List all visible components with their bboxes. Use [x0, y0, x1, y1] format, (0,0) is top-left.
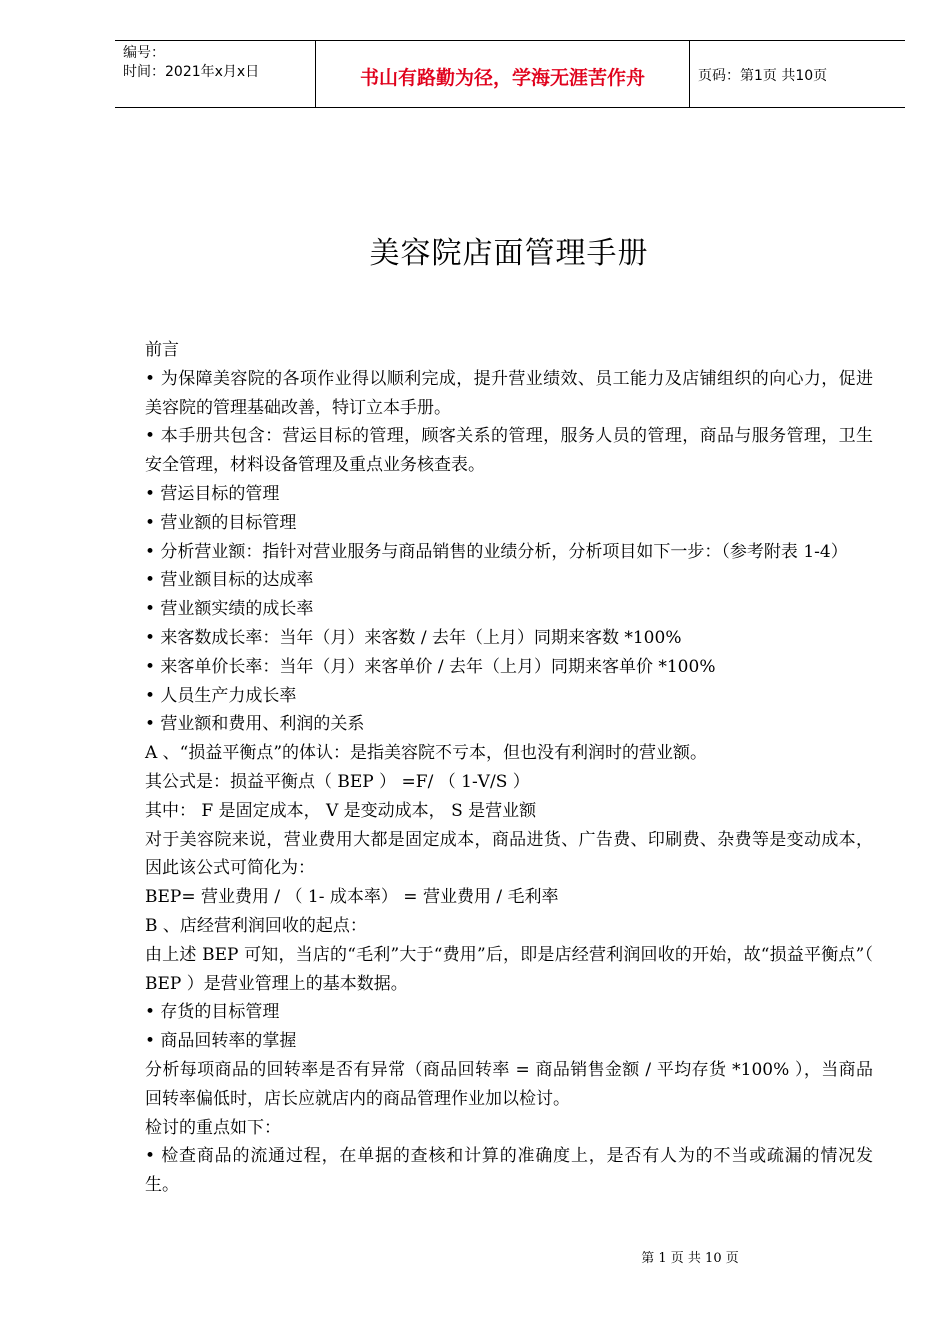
paragraph: A 、“损益平衡点”的体认：是指美容院不亏本，但也没有利润时的营业额。 — [145, 743, 708, 764]
paragraph: BEP= 营业费用 / （ 1- 成本率） = 营业费用 / 毛利率 — [145, 887, 559, 908]
doc-number-label: 编号： — [123, 45, 165, 61]
page-footer: 第 1 页 共 10 页 — [641, 1251, 739, 1266]
paragraph: 由上述 BEP 可知，当店的“毛利”大于“费用”后，即是店经营利润回收的开始，故“损益平衡点”（ BEP ）是营业管理上的基本数据。 — [145, 944, 873, 994]
paragraph: • 本手册共包含：营运目标的管理，顾客关系的管理，服务人员的管理，商品与服务管理，卫生安全管理，材料设备管理及重点业务核查表。 — [145, 426, 873, 476]
paragraph: • 人员生产力成长率 — [145, 685, 297, 706]
paragraph: • 为保障美容院的各项作业得以顺利完成，提升营业绩效、员工能力及店铺组织的向心力，促进美容院的管理基础改善，特订立本手册。 — [145, 368, 873, 418]
header-divider-right — [689, 41, 690, 108]
paragraph: • 商品回转率的掌握 — [145, 1031, 297, 1052]
paragraph: 对于美容院来说，营业费用大都是固定成本，商品进货、广告费、印刷费、杂费等是变动成本，因此该公式可简化为： — [145, 829, 873, 879]
paragraph: • 检查商品的流通过程，在单据的查核和计算的准确度上，是否有人为的不当或疏漏的情况发生。 — [145, 1146, 873, 1196]
page-header-table — [115, 40, 905, 108]
paragraph: 前言 — [145, 340, 179, 360]
paragraph: B 、店经营利润回收的起点： — [145, 915, 367, 936]
paragraph: • 营业额的目标管理 — [145, 512, 297, 533]
paragraph: • 营业额目标的达成率 — [145, 570, 314, 591]
paragraph: 检讨的重点如下： — [145, 1117, 281, 1138]
paragraph: • 分析营业额：指针对营业服务与商品销售的业绩分析，分析项目如下一步：（参考附表 1-4） — [145, 541, 848, 562]
paragraph: 其中： F 是固定成本， V 是变动成本， S 是营业额 — [145, 800, 537, 821]
paragraph: 其公式是：损益平衡点（ BEP ） =F/ （ 1-V/S ） — [145, 771, 530, 792]
paragraph: • 营运目标的管理 — [145, 483, 280, 504]
time-label: 时间：2021年x月x日 — [123, 64, 260, 80]
header-motto: 书山有路勤为径，学海无涯苦作舟 — [359, 67, 645, 89]
header-meta — [123, 44, 259, 82]
paragraph: • 营业额实绩的成长率 — [145, 599, 314, 620]
document-body — [145, 336, 873, 1200]
paragraph: 分析每项商品的回转率是否有异常（商品回转率 = 商品销售金额 / 平均存货 *100% ），当商品回转率偏低时，店长应就店内的商品管理作业加以检讨。 — [145, 1059, 873, 1109]
paragraph: • 来客数成长率：当年（月）来客数 / 去年（上月）同期来客数 *100% — [145, 627, 682, 648]
document-title: 美容院店面管理手册 — [369, 236, 649, 271]
paragraph: • 存货的目标管理 — [145, 1002, 280, 1023]
header-page-info: 页码：第1页 共10页 — [698, 68, 828, 84]
paragraph: • 来客单价长率：当年（月）来客单价 / 去年（上月）同期来客单价 *100% — [145, 656, 716, 677]
paragraph: • 营业额和费用、利润的关系 — [145, 714, 365, 735]
